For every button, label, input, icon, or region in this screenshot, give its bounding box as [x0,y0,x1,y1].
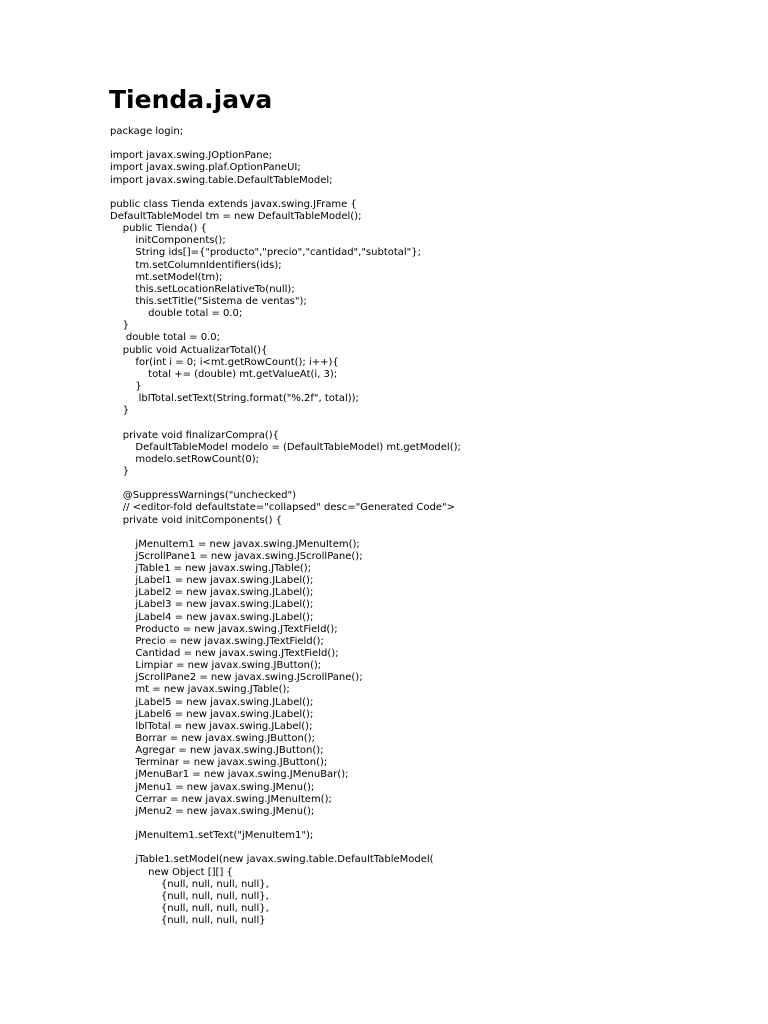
code-listing [110,126,461,927]
code-line: // <editor-fold defaultstate="collapsed" desc="Generated Code"> [110,502,455,514]
code-line: } [110,405,130,417]
code-line: DefaultTableModel modelo = (DefaultTableModel) mt.getModel(); [110,441,461,453]
code-line: } [110,380,142,392]
code-line: modelo.setRowCount(0); [110,453,259,465]
code-line [110,527,461,539]
code-line: import javax.swing.JOptionPane; [110,150,273,162]
code-line: jTable1.setModel(new javax.swing.table.DefaultTableModel( [110,854,434,866]
code-line: jScrollPane2 = new javax.swing.JScrollPane(); [110,672,363,684]
code-line: jLabel3 = new javax.swing.JLabel(); [110,599,314,611]
code-line: mt = new javax.swing.JTable(); [110,684,290,696]
code-line [110,417,461,429]
code-line: public Tienda() { [110,223,207,235]
code-line [110,187,461,199]
code-line [110,842,461,854]
code-line: double total = 0.0; [110,332,221,344]
code-line: Limpiar = new javax.swing.JButton(); [110,660,322,672]
code-line: private void finalizarCompra(){ [110,429,279,441]
code-line: double total = 0.0; [110,308,243,320]
code-line: @SuppressWarnings("unchecked") [110,490,296,502]
code-line: } [110,320,130,332]
code-line: for(int i = 0; i<mt.getRowCount(); i++){ [110,356,339,368]
code-line: jLabel1 = new javax.swing.JLabel(); [110,575,314,587]
code-line: jLabel6 = new javax.swing.JLabel(); [110,708,314,720]
code-line: this.setLocationRelativeTo(null); [110,283,295,295]
code-line: import javax.swing.table.DefaultTableModel; [110,174,333,186]
code-line: Terminar = new javax.swing.JButton(); [110,757,328,769]
code-line: jLabel4 = new javax.swing.JLabel(); [110,611,314,623]
code-line: jMenuItem1 = new javax.swing.JMenuItem(); [110,538,360,550]
code-line: total += (double) mt.getValueAt(i, 3); [110,368,338,380]
code-line: DefaultTableModel tm = new DefaultTableModel(); [110,210,362,222]
code-line: jLabel5 = new javax.swing.JLabel(); [110,696,314,708]
code-line [110,478,461,490]
code-line: Cantidad = new javax.swing.JTextField(); [110,648,339,660]
code-line: {null, null, null, null}, [110,903,269,914]
code-line: public void ActualizarTotal(){ [110,344,268,356]
code-line: Cerrar = new javax.swing.JMenuItem(); [110,793,332,805]
code-line: initComponents(); [110,235,226,247]
code-line: Producto = new javax.swing.JTextField(); [110,623,338,635]
code-line [110,818,461,830]
code-line: tm.setColumnIdentifiers(ids); [110,259,282,271]
code-line: jLabel2 = new javax.swing.JLabel(); [110,587,314,599]
code-line: package login; [110,126,184,137]
code-line: {null, null, null, null} [110,915,266,927]
code-line: lblTotal.setText(String.format("%.2f", total)); [110,393,359,405]
code-line: public class Tienda extends javax.swing.JFrame { [110,198,357,210]
code-line: private void initComponents() { [110,514,283,526]
code-line: } [110,465,130,477]
code-line [110,138,461,150]
code-line: Precio = new javax.swing.JTextField(); [110,635,324,647]
code-line: {null, null, null, null}, [110,890,269,902]
code-line: this.setTitle("Sistema de ventas"); [110,295,307,307]
code-line: String ids[]={"producto","precio","cantidad","subtotal"}; [110,247,422,259]
code-line: {null, null, null, null}, [110,878,269,890]
code-line: jMenuBar1 = new javax.swing.JMenuBar(); [110,769,349,781]
code-line: mt.setModel(tm); [110,271,223,283]
code-line: Borrar = new javax.swing.JButton(); [110,733,315,745]
document-title: Tienda.java [109,85,273,114]
code-line: jMenu1 = new javax.swing.JMenu(); [110,781,315,793]
code-line: jScrollPane1 = new javax.swing.JScrollPane(); [110,550,363,562]
code-line: import javax.swing.plaf.OptionPaneUI; [110,162,301,174]
code-line: lblTotal = new javax.swing.JLabel(); [110,720,313,732]
code-line: jMenu2 = new javax.swing.JMenu(); [110,805,315,817]
code-line: Agregar = new javax.swing.JButton(); [110,745,324,757]
code-line: new Object [][] { [110,866,233,878]
code-line: jTable1 = new javax.swing.JTable(); [110,563,312,575]
code-line: jMenuItem1.setText("jMenuItem1"); [110,830,314,842]
